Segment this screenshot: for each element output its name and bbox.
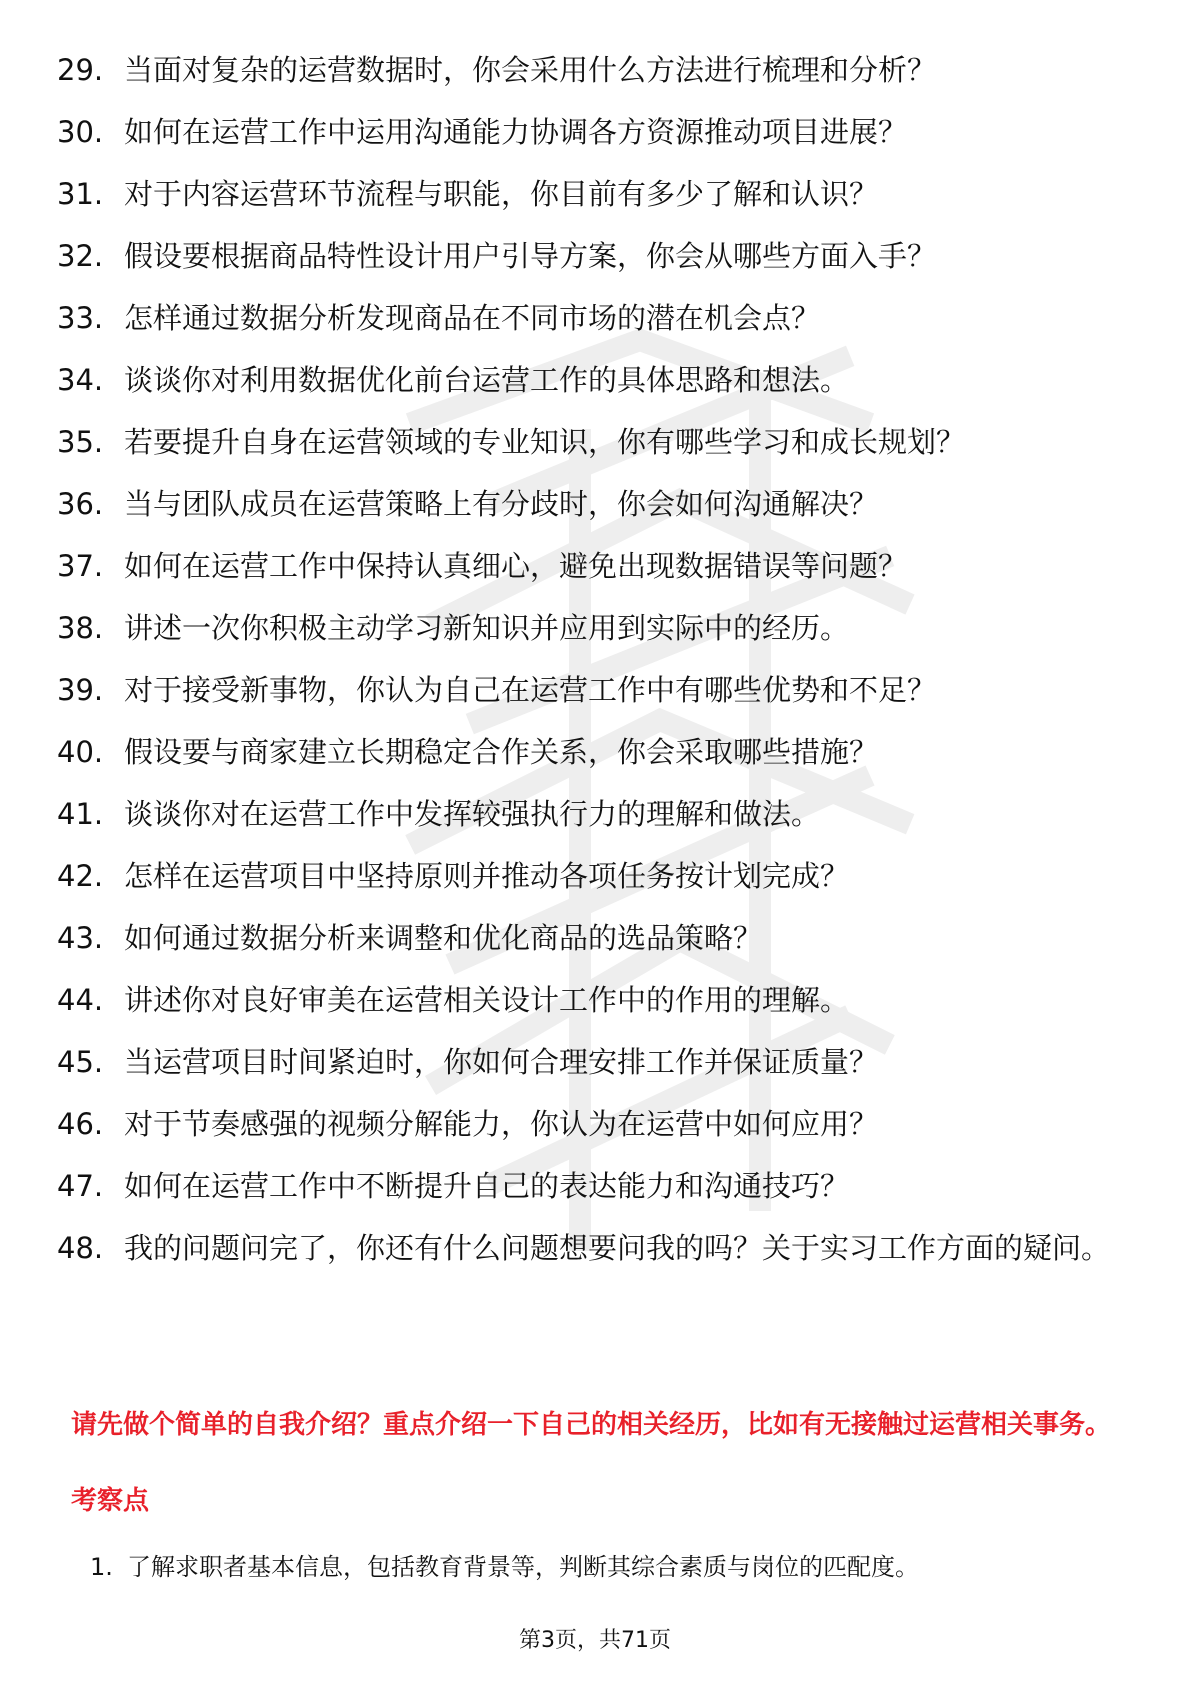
- section-question-heading: 请先做个简单的自我介绍？重点介绍一下自己的相关经历，比如有无接触过运营相关事务。: [71, 1410, 1112, 1440]
- question-item: [0, 1042, 1190, 1082]
- question-text: 怎样通过数据分析发现商品在不同市场的潜在机会点？: [124, 301, 821, 335]
- question-text: 如何通过数据分析来调整和优化商品的选品策略？: [124, 921, 763, 955]
- question-text: 如何在运营工作中保持认真细心，避免出现数据错误等问题？: [124, 549, 908, 583]
- question-number: 48.: [57, 1231, 104, 1265]
- question-number: 43.: [57, 921, 104, 955]
- question-number: 31.: [57, 177, 104, 211]
- question-text: 假设要根据商品特性设计用户引导方案，你会从哪些方面入手？: [124, 239, 937, 273]
- question-text: 怎样在运营项目中坚持原则并推动各项任务按计划完成？: [124, 859, 850, 893]
- question-text: 对于节奏感强的视频分解能力，你认为在运营中如何应用？: [124, 1107, 879, 1141]
- question-number: 33.: [57, 301, 104, 335]
- question-item: [0, 236, 1190, 276]
- section-label: 考察点: [71, 1486, 150, 1516]
- question-text: 对于接受新事物，你认为自己在运营工作中有哪些优势和不足？: [124, 673, 937, 707]
- question-item: [0, 980, 1190, 1020]
- question-text: 假设要与商家建立长期稳定合作关系，你会采取哪些措施？: [124, 735, 879, 769]
- question-text: 我的问题问完了，你还有什么问题想要问我的吗？关于实习工作方面的疑问。: [124, 1231, 1111, 1265]
- question-item: [0, 794, 1190, 834]
- question-number: 29.: [57, 53, 104, 87]
- question-text: 对于内容运营环节流程与职能，你目前有多少了解和认识？: [124, 177, 879, 211]
- question-text: 谈谈你对利用数据优化前台运营工作的具体思路和想法。: [124, 363, 850, 397]
- question-number: 40.: [57, 735, 104, 769]
- question-text: 谈谈你对在运营工作中发挥较强执行力的理解和做法。: [124, 797, 821, 831]
- question-number: 46.: [57, 1107, 104, 1141]
- question-item: [0, 298, 1190, 338]
- question-item: [0, 608, 1190, 648]
- question-text: 当与团队成员在运营策略上有分歧时，你会如何沟通解决？: [124, 487, 879, 521]
- question-item: [0, 1104, 1190, 1144]
- question-item: [0, 732, 1190, 772]
- list-item: [90, 1550, 1140, 1584]
- question-number: 45.: [57, 1045, 104, 1079]
- question-number: 39.: [57, 673, 104, 707]
- question-number: 38.: [57, 611, 104, 645]
- question-number: 42.: [57, 859, 104, 893]
- question-number: 35.: [57, 425, 104, 459]
- question-number: 44.: [57, 983, 104, 1017]
- question-number: 41.: [57, 797, 104, 831]
- question-number: 32.: [57, 239, 104, 273]
- question-item: [0, 422, 1190, 462]
- question-item: [0, 670, 1190, 710]
- question-text: 若要提升自身在运营领域的专业知识，你有哪些学习和成长规划？: [124, 425, 966, 459]
- question-item: [0, 546, 1190, 586]
- question-item: [0, 918, 1190, 958]
- question-item: [0, 856, 1190, 896]
- question-item: [0, 484, 1190, 524]
- question-list: [0, 50, 1190, 1290]
- question-text: 讲述你对良好审美在运营相关设计工作中的作用的理解。: [124, 983, 850, 1017]
- question-number: 37.: [57, 549, 104, 583]
- question-text: 讲述一次你积极主动学习新知识并应用到实际中的经历。: [124, 611, 850, 645]
- question-text: 如何在运营工作中不断提升自己的表达能力和沟通技巧？: [124, 1169, 850, 1203]
- question-number: 47.: [57, 1169, 104, 1203]
- point-text: 了解求职者基本信息，包括教育背景等，判断其综合素质与岗位的匹配度。: [127, 1553, 919, 1581]
- question-item: [0, 1228, 1190, 1268]
- point-number: 1.: [90, 1553, 113, 1581]
- question-text: 当面对复杂的运营数据时，你会采用什么方法进行梳理和分析？: [124, 53, 937, 87]
- question-item: [0, 360, 1190, 400]
- question-item: [0, 174, 1190, 214]
- question-text: 当运营项目时间紧迫时，你如何合理安排工作并保证质量？: [124, 1045, 879, 1079]
- question-number: 34.: [57, 363, 104, 397]
- question-number: 30.: [57, 115, 104, 149]
- page-number: 第3页，共71页: [519, 1628, 671, 1653]
- question-item: [0, 50, 1190, 90]
- question-item: [0, 112, 1190, 152]
- question-text: 如何在运营工作中运用沟通能力协调各方资源推动项目进展？: [124, 115, 908, 149]
- question-number: 36.: [57, 487, 104, 521]
- question-item: [0, 1166, 1190, 1206]
